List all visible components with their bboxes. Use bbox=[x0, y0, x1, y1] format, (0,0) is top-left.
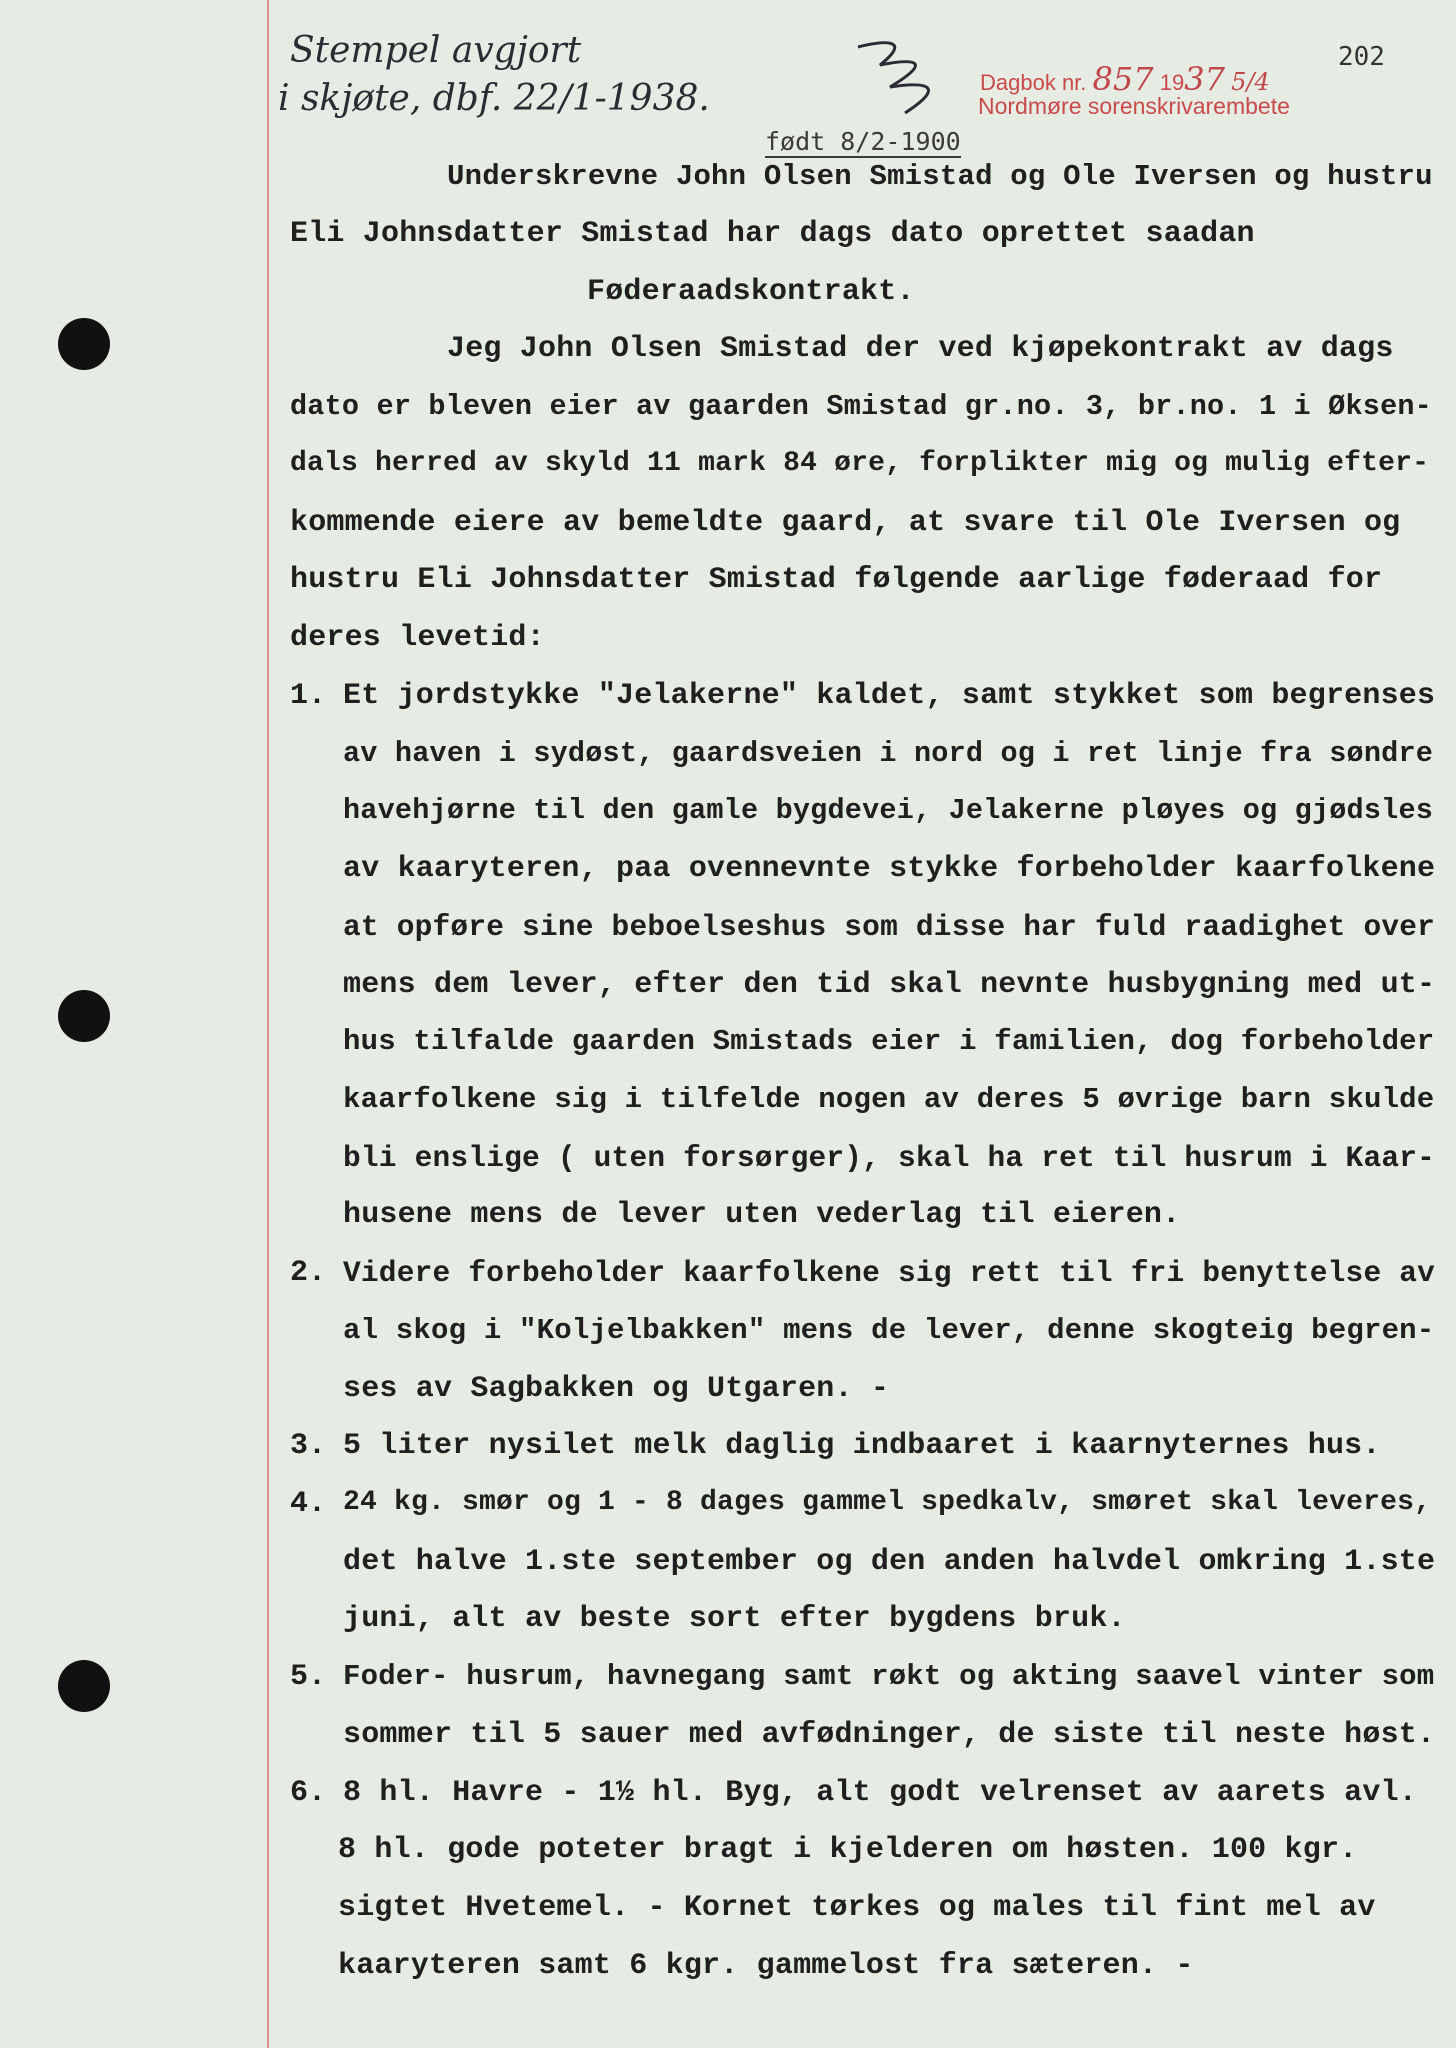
item-line: kaaryteren samt 6 kgr. gammelost fra sæteren. - bbox=[338, 1949, 1194, 1983]
punch-hole-top bbox=[58, 318, 110, 370]
intro-line: Underskrevne John Olsen Smistad og Ole Iversen og hustru bbox=[447, 160, 1433, 193]
item-line: av kaaryteren, paa ovennevnte stykke forbeholder kaarfolkene bbox=[343, 852, 1436, 886]
stamp-office: Nordmøre sorenskrivarembete bbox=[978, 93, 1290, 119]
item-line: Videre forbeholder kaarfolkene sig rett til fri benyttelse av bbox=[343, 1256, 1436, 1290]
item-line: mens dem lever, efter den tid skal nevnte husbygning med ut- bbox=[343, 968, 1436, 1002]
stamp-number: 857 bbox=[1092, 60, 1154, 98]
punch-hole-bottom bbox=[58, 1660, 110, 1712]
page-number: 202 bbox=[1338, 42, 1385, 72]
item-number: 1. bbox=[290, 679, 327, 713]
paragraph-line: hustru Eli Johnsdatter Smistad følgende aarlige føderaad for bbox=[290, 563, 1383, 597]
item-line: av haven i sydøst, gaardsveien i nord og i ret linje fra søndre bbox=[343, 737, 1434, 770]
annotation-line2: i skjøte, dbf. 22/1-1938. bbox=[278, 78, 710, 119]
item-line: Foder- husrum, havnegang samt røkt og akting saavel vinter som bbox=[343, 1660, 1435, 1693]
item-number: 3. bbox=[290, 1429, 327, 1463]
annotation-line1: Stempel avgjort bbox=[290, 30, 582, 71]
stamp-year-suffix: 37 bbox=[1184, 60, 1225, 98]
item-number: 6. bbox=[290, 1776, 327, 1810]
item-line: husene mens de lever uten vederlag til eieren. bbox=[343, 1198, 1181, 1232]
item-line: 24 kg. smør og 1 - 8 dages gammel spedkalv, smøret skal leveres, bbox=[343, 1487, 1432, 1518]
paragraph-line: kommende eiere av bemeldte gaard, at svare til Ole Iversen og bbox=[290, 506, 1401, 540]
item-line: hus tilfalde gaarden Smistads eier i familien, dog forbeholder bbox=[343, 1025, 1435, 1058]
item-line: sigtet Hvetemel. - Kornet tørkes og males til fint mel av bbox=[338, 1891, 1376, 1925]
item-line: sommer til 5 sauer med avfødninger, de siste til neste høst. bbox=[343, 1718, 1436, 1752]
stamp-date: 5/4 bbox=[1231, 68, 1270, 96]
item-line: bli enslige ( uten forsørger), skal ha ret til husrum i Kaar- bbox=[343, 1141, 1436, 1175]
item-line: det halve 1.ste september og den anden halvdel omkring 1.ste bbox=[343, 1545, 1436, 1579]
stamp-year-prefix: 19 bbox=[1159, 70, 1185, 95]
item-number: 4. bbox=[290, 1487, 327, 1521]
item-line: 8 hl. Havre - 1½ hl. Byg, alt godt velrenset av aarets avl. bbox=[343, 1776, 1417, 1810]
item-number: 5. bbox=[290, 1660, 327, 1694]
punch-hole-middle bbox=[58, 990, 110, 1042]
item-number: 2. bbox=[290, 1256, 327, 1290]
document-title: Føderaadskontrakt. bbox=[587, 275, 915, 309]
item-line: havehjørne til den gamle bygdevei, Jelakerne pløyes og gjødsles bbox=[343, 794, 1434, 827]
item-line: juni, alt av beste sort efter bygdens bruk. bbox=[343, 1602, 1126, 1636]
item-line: kaarfolkene sig i tilfelde nogen av deres 5 øvrige barn skulde bbox=[343, 1083, 1435, 1116]
item-line: Et jordstykke "Jelakerne" kaldet, samt stykket som begrenses bbox=[343, 679, 1436, 713]
paragraph-line: Jeg John Olsen Smistad der ved kjøpekontrakt av dags bbox=[447, 332, 1394, 366]
born-note: født 8/2-1900 bbox=[765, 127, 961, 156]
paragraph-line: deres levetid: bbox=[290, 621, 545, 655]
item-line: at opføre sine beboelseshus som disse har fuld raadighet over bbox=[343, 910, 1436, 944]
intro-line: Eli Johnsdatter Smistad har dags dato oprettet saadan bbox=[290, 217, 1255, 251]
item-line: 5 liter nysilet melk daglig indbaaret i kaarnyternes hus. bbox=[343, 1429, 1381, 1463]
item-line: ses av Sagbakken og Utgaren. - bbox=[343, 1372, 890, 1406]
item-line: 8 hl. gode poteter bragt i kjelderen om høsten. 100 kgr. bbox=[338, 1833, 1358, 1867]
margin-rule bbox=[267, 0, 269, 2048]
handwritten-scribble-mark bbox=[850, 35, 960, 125]
paragraph-line: dals herred av skyld 11 mark 84 øre, forplikter mig og mulig efter- bbox=[290, 448, 1430, 479]
stamp-label: Dagbok nr. bbox=[980, 70, 1087, 95]
item-line: al skog i "Koljelbakken" mens de lever, denne skogteig begren- bbox=[343, 1314, 1435, 1347]
paragraph-line: dato er bleven eier av gaarden Smistad gr.no. 3, br.no. 1 i Øksen- bbox=[290, 390, 1432, 423]
